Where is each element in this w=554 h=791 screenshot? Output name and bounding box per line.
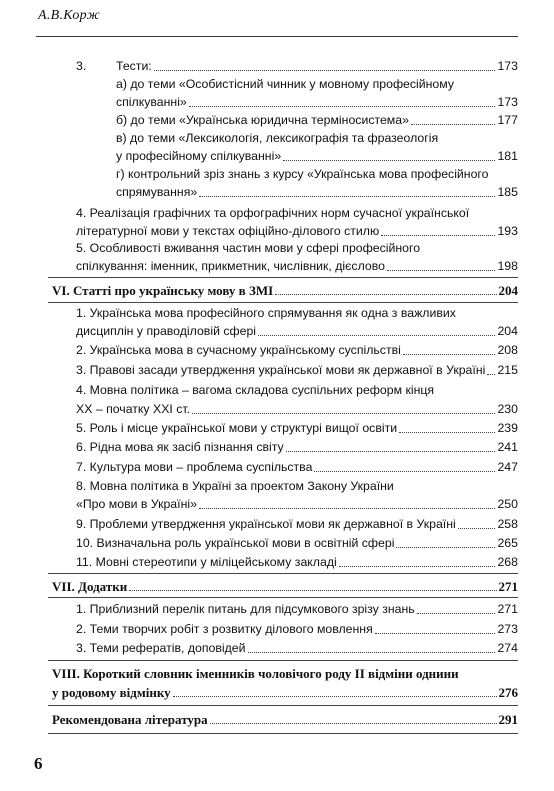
toc-page: 177 [497, 113, 518, 127]
section-divider [48, 302, 518, 303]
toc-page: 239 [497, 421, 518, 435]
running-header-author: А.В.Корж [38, 8, 100, 23]
toc-entry-vi-5[interactable] [76, 420, 518, 437]
toc-entry-vi-2[interactable] [76, 342, 518, 359]
toc-line: а) до теми «Особистісний чинник у мовному професійному [116, 77, 455, 91]
toc-entry-vi-4[interactable] [76, 401, 518, 418]
toc-line: 8. Мовна політика в Україні за проектом Закону України [76, 479, 394, 493]
toc-title: Тести: [116, 59, 152, 73]
toc-line: 5. Особливості вживання частин мови у сфері професійного [76, 241, 421, 255]
toc-entry-vii-1[interactable] [76, 601, 518, 618]
leader-dots [199, 196, 495, 197]
leader-dots [387, 270, 496, 271]
toc-entry-tests-b[interactable] [116, 112, 518, 129]
toc-page: 193 [497, 224, 518, 238]
leader-dots [173, 696, 497, 697]
toc-section-literature[interactable] [52, 711, 518, 728]
section-page: 204 [498, 283, 518, 298]
leader-dots [314, 471, 495, 472]
toc-page: 268 [497, 555, 518, 569]
leader-dots [411, 124, 496, 125]
toc-entry-vi-3[interactable] [76, 362, 518, 379]
toc-title: XX – початку XXI ст. [76, 402, 191, 416]
section-page: 276 [498, 685, 518, 700]
toc-entry-vi-7[interactable] [76, 459, 518, 476]
toc-title: 5. Роль і місце української мови у структурі вищої освіти [76, 421, 398, 435]
toc-page: 204 [497, 324, 518, 338]
leader-dots [375, 633, 496, 634]
leader-dots [258, 335, 495, 336]
toc-page: 185 [497, 185, 518, 199]
leader-dots [154, 70, 496, 71]
leader-dots [199, 508, 496, 509]
toc-page: 258 [497, 517, 518, 531]
section-divider [48, 705, 518, 706]
leader-dots [403, 354, 496, 355]
leader-dots [339, 566, 496, 567]
section-page: 291 [498, 712, 518, 727]
toc-page: 241 [497, 440, 518, 454]
toc-title: у професійному спілкуванні» [116, 149, 282, 163]
toc-section-vi[interactable] [52, 282, 518, 299]
leader-dots [189, 106, 496, 107]
toc-line: в) до теми «Лексикологія, лексикографія та фразеологія [116, 131, 439, 145]
toc-title: 3. Правові засади утвердження української мови як державної в Україні [76, 363, 486, 377]
toc-page: 173 [497, 95, 518, 109]
toc-line: 1. Українська мова професійного спрямування як одна з важливих [76, 306, 456, 320]
toc-entry-item5[interactable] [76, 258, 518, 275]
toc-page: 274 [497, 641, 518, 655]
toc-title: 9. Проблеми утвердження української мови як державної в Україні [76, 517, 456, 531]
toc-line: г) контрольний зріз знань з курсу «Українська мова професійного [116, 167, 489, 181]
toc-page: 265 [497, 536, 518, 550]
toc-entry-tests[interactable] [116, 58, 518, 75]
toc-title: 1. Приблизний перелік питань для підсумкового зрізу знань [76, 602, 415, 616]
toc-title: б) до теми «Українська юридична терміносистема» [116, 113, 409, 127]
toc-line: 4. Реалізація графічних та орфографічних норм сучасної української [76, 206, 470, 220]
leader-dots [399, 432, 495, 433]
toc-entry-vi-8[interactable] [76, 496, 518, 513]
toc-title: «Про мови в Україні» [76, 497, 197, 511]
toc-entry-vi-11[interactable] [76, 554, 518, 571]
section-divider [48, 660, 518, 661]
toc-title: 10. Визначальна роль української мови в освітній сфері [76, 536, 395, 550]
toc-page: 181 [497, 149, 518, 163]
toc-page: 271 [497, 602, 518, 616]
section-divider [48, 597, 518, 598]
section-divider [48, 733, 518, 734]
toc-title: 6. Рідна мова як засіб пізнання світу [76, 440, 284, 454]
toc-entry-vii-3[interactable] [76, 640, 518, 657]
toc-page: 273 [497, 622, 518, 636]
leader-dots [210, 723, 497, 724]
leader-dots [381, 235, 495, 236]
section-divider [48, 573, 518, 574]
leader-dots [192, 413, 495, 414]
leader-dots [458, 528, 496, 529]
toc-page: 208 [497, 343, 518, 357]
section-title: Рекомендована література [52, 712, 208, 727]
leader-dots [286, 451, 496, 452]
toc-title: літературної мови у текстах офіційно-ділового стилю [76, 224, 380, 238]
toc-entry-tests-g[interactable] [116, 184, 518, 201]
toc-entry-vi-1[interactable] [76, 323, 518, 340]
toc-section-viii[interactable] [52, 684, 518, 701]
toc-page: 173 [497, 59, 518, 73]
toc-entry-tests-a[interactable] [116, 94, 518, 111]
toc-title: 7. Культура мови – проблема суспільства [76, 460, 313, 474]
leader-dots [283, 160, 495, 161]
toc-page: 230 [497, 402, 518, 416]
leader-dots [396, 547, 495, 548]
leader-dots [275, 294, 496, 295]
page-number: 6 [34, 754, 43, 773]
toc-line: 4. Мовна політика – вагома складова суспільних реформ кінця [76, 383, 435, 397]
toc-num: 3. [76, 59, 87, 73]
toc-entry-item4[interactable] [76, 223, 518, 240]
toc-section-vii[interactable] [52, 578, 518, 595]
toc-entry-vi-6[interactable] [76, 439, 518, 456]
toc-entry-vii-2[interactable] [76, 621, 518, 638]
toc-title: спрямування» [116, 185, 198, 199]
toc-page: 250 [497, 497, 518, 511]
toc-page: 247 [497, 460, 518, 474]
toc-entry-vi-10[interactable] [76, 535, 518, 552]
section-divider [48, 277, 518, 278]
leader-dots [248, 652, 496, 653]
leader-dots [417, 613, 496, 614]
section-title: у родовому відмінку [52, 685, 171, 700]
toc-title: 2. Теми творчих робіт з розвитку ділового мовлення [76, 622, 373, 636]
toc-line: VIII. Короткий словник іменників чоловічого роду II відміни однини [52, 666, 459, 681]
toc-title: дисциплін у праводіловій сфері [76, 324, 257, 338]
toc-page: 215 [497, 363, 518, 377]
toc-title: спілкуванні» [116, 95, 187, 109]
leader-dots [487, 374, 495, 375]
toc-page: 198 [497, 259, 518, 273]
section-title: VII. Додатки [52, 579, 128, 594]
leader-dots [129, 590, 496, 591]
toc-title: 11. Мовні стереотипи у міліцейському закладі [76, 555, 337, 569]
toc-entry-tests-v[interactable] [116, 148, 518, 165]
toc-entry-vi-9[interactable] [76, 516, 518, 533]
toc-title: спілкування: іменник, прикметник, числівник, дієслово [76, 259, 385, 273]
toc-title: 2. Українська мова в сучасному українському суспільстві [76, 343, 401, 357]
section-page: 271 [498, 579, 518, 594]
section-title: VI. Статті про українську мову в ЗМІ [52, 283, 274, 298]
toc-title: 3. Теми рефератів, доповідей [76, 641, 246, 655]
header-rule [36, 36, 518, 37]
